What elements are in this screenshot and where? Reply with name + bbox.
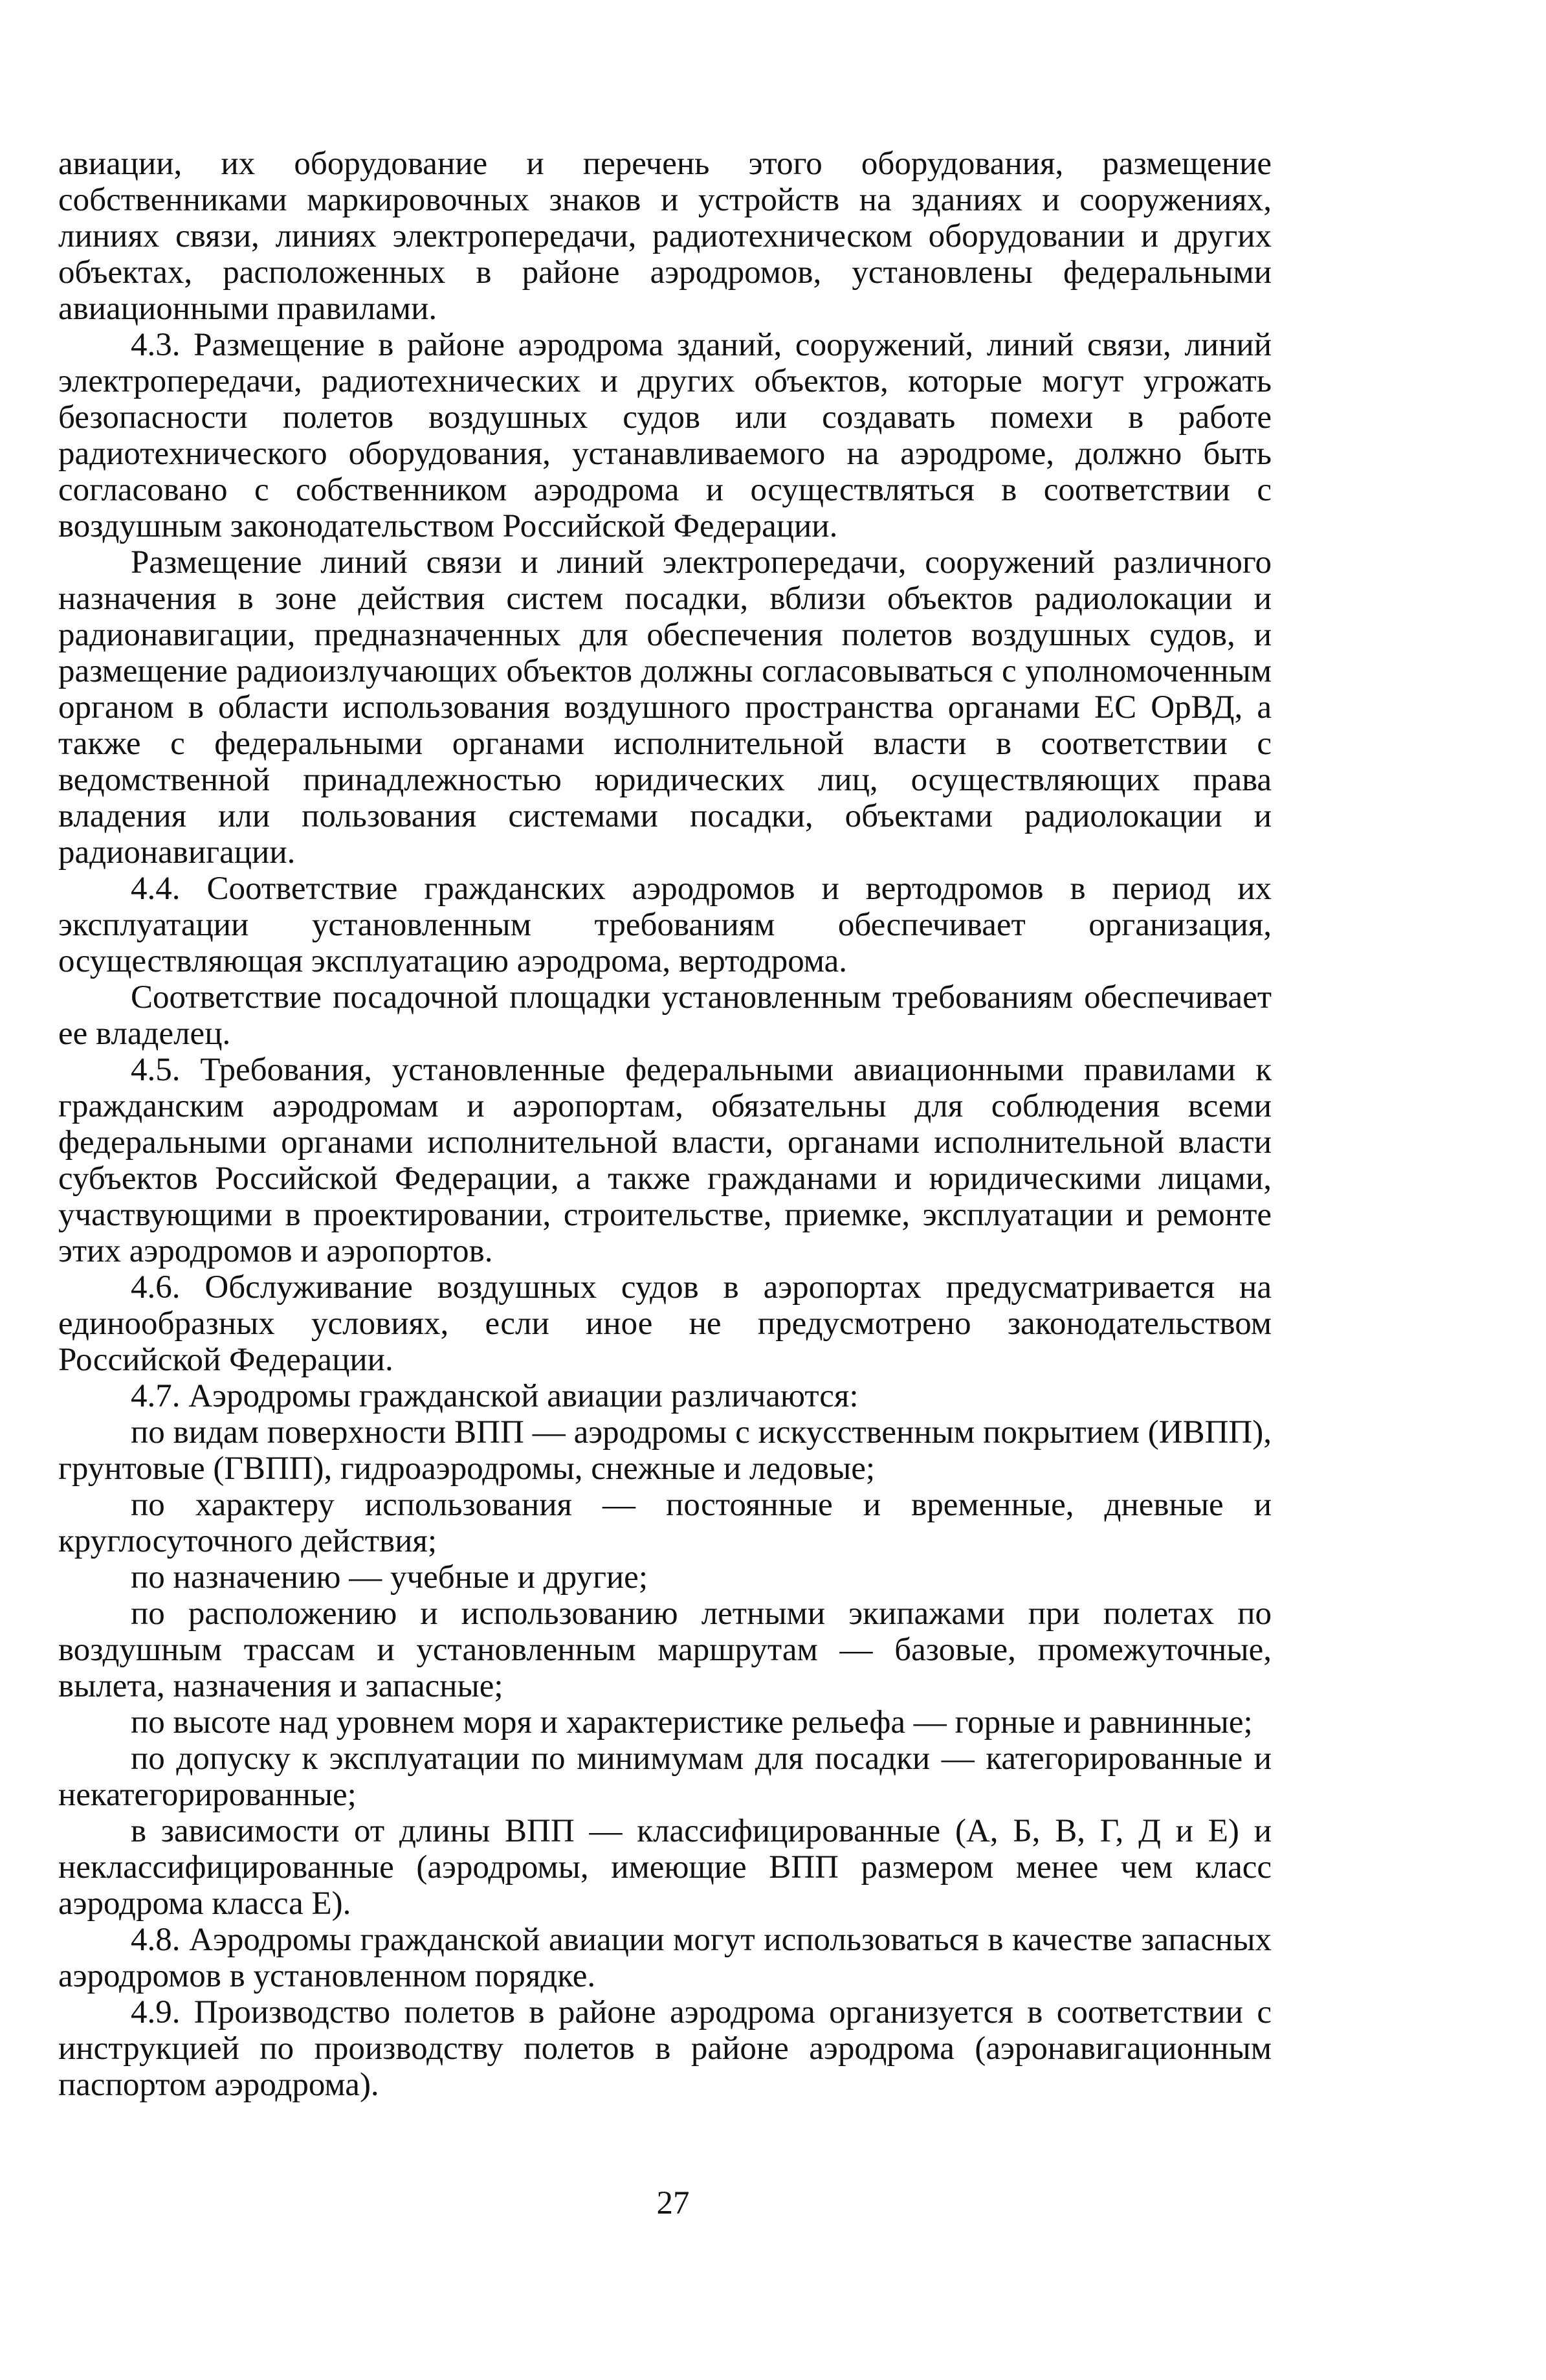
page-number: 27 [656, 2185, 690, 2221]
list-item-surface-type: по видам поверхности ВПП — аэродромы с искусственным покрытием (ИВПП), грунтовые (ГВПП), гидроаэродромы, снежные и ледовые; [58, 1414, 1272, 1487]
paragraph-4-3: 4.3. Размещение в районе аэродрома зданий, сооружений, линий связи, линий электропередачи, радиотехнических и других объектов, которые могут угрожать безопасности полетов воздушных судов или создавать помехи в работе радиотехнического оборудования, устанавливаемого на аэродроме, должно быть согласовано с собственником аэродрома и осуществляться в соответствии с воздушным законодательством Российской Федерации. [58, 327, 1272, 544]
paragraph-4-4-landing-site: Соответствие посадочной площадки установленным требованиям обеспечивает ее владелец. [58, 979, 1272, 1052]
paragraph-4-8: 4.8. Аэродромы гражданской авиации могут использоваться в качестве запасных аэродромов в установленном порядке. [58, 1922, 1272, 1994]
paragraph-4-5: 4.5. Требования, установленные федеральными авиационными правилами к гражданским аэродромам и аэропортам, обязательны для соблюдения всеми федеральными органами исполнительной власти, органами исполнительной власти субъектов Российской Федерации, а также гражданами и юридическими лицами, участвующими в проектировании, строительстве, приемке, эксплуатации и ремонте этих аэродромов и аэропортов. [58, 1052, 1272, 1269]
paragraph-4-3-placement: Размещение линий связи и линий электропередачи, сооружений различного назначения в зоне действия систем посадки, вблизи объектов радиолокации и радионавигации, предназначенных для обеспечения полетов воздушных судов, и размещение радиоизлучающих объектов должны согласовываться с уполномоченным органом в области использования воздушного пространства органами ЕС ОрВД, а также с федеральными органами исполнительной власти в соответствии с ведомственной принадлежностью юридических лиц, осуществляющих права владения или пользования системами посадки, объектами радиолокации и радионавигации. [58, 544, 1272, 871]
paragraph-continuation: авиации, их оборудование и перечень этого оборудования, размещение собственниками маркировочных знаков и устройств на зданиях и сооружениях, линиях связи, линиях электропередачи, радиотехническом оборудовании и других объектах, расположенных в районе аэродромов, установлены федеральными авиационными правилами. [58, 146, 1272, 327]
list-item-runway-length: в зависимости от длины ВПП — классифицированные (А, Б, В, Г, Д и Е) и неклассифицированные (аэродромы, имеющие ВПП размером менее чем класс аэродрома класса Е). [58, 1813, 1272, 1922]
list-item-purpose: по назначению — учебные и другие; [131, 1559, 648, 1596]
list-item-landing-minimums: по допуску к эксплуатации по минимумам для посадки — категорированные и некатегорированные; [58, 1741, 1272, 1813]
paragraph-4-4: 4.4. Соответствие гражданских аэродромов и вертодромов в период их эксплуатации установленным требованиям обеспечивает организация, осуществляющая эксплуатацию аэродрома, вертодрома. [58, 871, 1272, 979]
paragraph-4-6: 4.6. Обслуживание воздушных судов в аэропортах предусматривается на единообразных условиях, если иное не предусмотрено законодательством Российской Федерации. [58, 1269, 1272, 1378]
list-item-altitude-relief: по высоте над уровнем моря и характеристике рельефа — горные и равнинные; [131, 1704, 1253, 1741]
list-item-location-use: по расположению и использованию летными экипажами при полетах по воздушным трассам и установленным маршрутам — базовые, промежуточные, вылета, назначения и запасные; [58, 1596, 1272, 1704]
paragraph-4-9: 4.9. Производство полетов в районе аэродрома организуется в соответствии с инструкцией по производству полетов в районе аэродрома (аэронавигационным паспортом аэродрома). [58, 1994, 1272, 2103]
paragraph-4-7: 4.7. Аэродромы гражданской авиации различаются: [131, 1378, 859, 1414]
document-body [58, 146, 1272, 2103]
list-item-usage-character: по характеру использования — постоянные и временные, дневные и круглосуточного действия; [58, 1487, 1272, 1559]
